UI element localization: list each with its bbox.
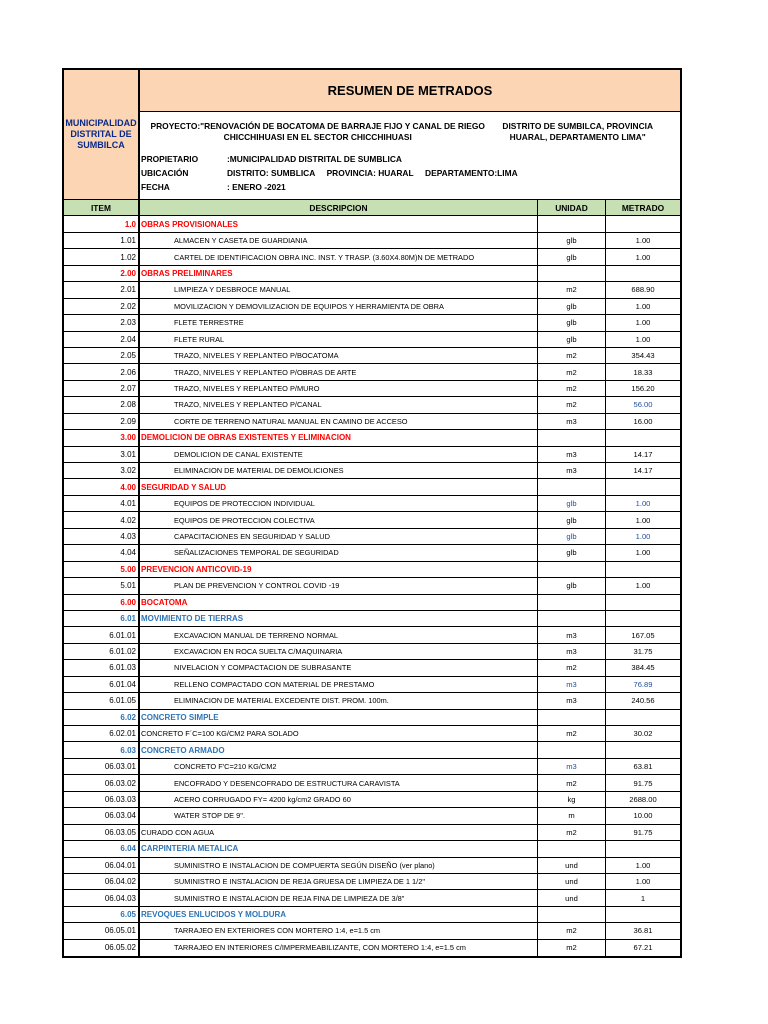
row-item-cell: 6.01.01 xyxy=(64,627,140,642)
project-line-2: DISTRITO DE SUMBILCA, PROVINCIA HUARAL, DEPARTAMENTO LIMA" xyxy=(502,121,654,142)
row-item-cell: 5.01 xyxy=(64,578,140,593)
row-description-cell: DEMOLICION DE CANAL EXISTENTE xyxy=(140,447,538,462)
row-item-cell: 06.05.01 xyxy=(64,923,140,938)
row-item-cell: 2.07 xyxy=(64,381,140,396)
table-row xyxy=(64,496,680,512)
row-unit-cell: glb xyxy=(538,315,606,330)
row-item-cell: 4.00 xyxy=(64,479,140,494)
row-item-cell: 2.09 xyxy=(64,414,140,429)
row-description-cell: PREVENCION ANTICOVID-19 xyxy=(140,562,538,577)
row-description-cell: EXCAVACION EN ROCA SUELTA C/MAQUINARIA xyxy=(140,644,538,659)
row-item-cell: 06.04.03 xyxy=(64,890,140,905)
row-description-cell: FLETE TERRESTRE xyxy=(140,315,538,330)
row-unit-cell xyxy=(538,430,606,445)
row-item-cell: 6.02.01 xyxy=(64,726,140,741)
row-metrado-cell: 384.45 xyxy=(631,663,655,673)
row-description-cell: ACERO CORRUGADO FY= 4200 kg/cm2 GRADO 60 xyxy=(140,792,538,807)
row-metrado-cell: 1.00 xyxy=(635,252,651,262)
row-description-cell: OBRAS PRELIMINARES xyxy=(140,266,538,281)
row-unit-cell xyxy=(538,595,606,610)
header-right xyxy=(140,70,680,199)
row-metrado-cell: 1.00 xyxy=(635,318,651,328)
row-description-cell: TRAZO, NIVELES Y REPLANTEO P/OBRAS DE ARTE xyxy=(140,364,538,379)
row-unit-cell xyxy=(538,710,606,725)
row-item-cell: 6.00 xyxy=(64,595,140,610)
row-unit-cell: glb xyxy=(538,496,606,511)
municipality-label: MUNICIPALIDAD DISTRITAL DE SUMBILCA xyxy=(64,70,140,199)
row-item-cell: 6.03 xyxy=(64,742,140,757)
table-row xyxy=(64,414,680,430)
row-item-cell: 3.02 xyxy=(64,463,140,478)
table-row xyxy=(64,677,680,693)
row-description-cell: PLAN DE PREVENCION Y CONTROL COVID -19 xyxy=(140,578,538,593)
row-metrado-cell: 91.75 xyxy=(633,827,653,837)
table-row xyxy=(64,545,680,561)
row-item-cell: 2.01 xyxy=(64,282,140,297)
row-metrado-cell xyxy=(606,742,680,757)
row-metrado-cell: 1.00 xyxy=(635,236,651,246)
row-unit-cell xyxy=(538,841,606,856)
row-item-cell: 06.03.03 xyxy=(64,792,140,807)
table-row xyxy=(64,759,680,775)
row-metrado-cell: 91.75 xyxy=(633,778,653,788)
date-label: FECHA xyxy=(141,182,170,192)
row-unit-cell: glb xyxy=(538,332,606,347)
row-unit-cell: m3 xyxy=(538,693,606,708)
row-metrado-cell: 16.00 xyxy=(633,416,653,426)
row-metrado-cell: 1.00 xyxy=(635,877,651,887)
row-metrado-cell xyxy=(606,479,680,494)
row-metrado-cell: 14.17 xyxy=(633,466,653,476)
row-unit-cell: m3 xyxy=(538,627,606,642)
date-row xyxy=(140,180,680,194)
section-row xyxy=(64,216,680,232)
table-row xyxy=(64,529,680,545)
row-metrado-cell xyxy=(606,216,680,231)
row-description-cell: TRAZO, NIVELES Y REPLANTEO P/CANAL xyxy=(140,397,538,412)
row-item-cell: 06.03.01 xyxy=(64,759,140,774)
table-row xyxy=(64,644,680,660)
row-unit-cell: m2 xyxy=(538,348,606,363)
row-unit-cell: m2 xyxy=(538,726,606,741)
page-title: RESUMEN DE METRADOS xyxy=(140,70,680,112)
table-row xyxy=(64,825,680,841)
row-item-cell: 4.03 xyxy=(64,529,140,544)
row-item-cell: 1.0 xyxy=(64,216,140,231)
row-metrado-cell xyxy=(606,611,680,626)
row-description-cell: CURADO CON AGUA xyxy=(140,825,538,840)
row-unit-cell: m xyxy=(538,808,606,823)
row-item-cell: 06.03.05 xyxy=(64,825,140,840)
section-row xyxy=(64,595,680,611)
row-metrado-cell: 67.21 xyxy=(633,943,653,953)
row-item-cell: 6.02 xyxy=(64,710,140,725)
date-value: : ENERO -2021 xyxy=(227,182,286,192)
location-value: DISTRITO: SUMBLICA PROVINCIA: HUARAL DEPARTAMENTO:LIMA xyxy=(227,168,518,178)
section-row xyxy=(64,710,680,726)
row-description-cell: CARTEL DE IDENTIFICACION OBRA INC. INST. Y TRASP. (3.60X4.80M)N DE METRADO xyxy=(140,249,538,264)
row-description-cell: SEGURIDAD Y SALUD xyxy=(140,479,538,494)
row-unit-cell: m2 xyxy=(538,397,606,412)
row-unit-cell xyxy=(538,266,606,281)
row-description-cell: MOVILIZACION Y DEMOVILIZACION DE EQUIPOS Y HERRAMIENTA DE OBRA xyxy=(140,299,538,314)
row-item-cell: 2.08 xyxy=(64,397,140,412)
row-metrado-cell: 1.00 xyxy=(635,301,651,311)
row-unit-cell xyxy=(538,479,606,494)
table-row xyxy=(64,660,680,676)
section-row xyxy=(64,611,680,627)
row-description-cell: CAPACITACIONES EN SEGURIDAD Y SALUD xyxy=(140,529,538,544)
table-row xyxy=(64,282,680,298)
row-description-cell: TARRAJEO EN EXTERIORES CON MORTERO 1:4, e=1.5 cm xyxy=(140,923,538,938)
row-description-cell: EQUIPOS DE PROTECCION INDIVIDUAL xyxy=(140,496,538,511)
row-unit-cell xyxy=(538,216,606,231)
row-description-cell: TARRAJEO EN INTERIORES C/IMPERMEABILIZANTE, CON MORTERO 1:4, e=1.5 cm xyxy=(140,940,538,956)
project-description xyxy=(140,112,680,152)
row-item-cell: 6.01.02 xyxy=(64,644,140,659)
row-metrado-cell: 2688.00 xyxy=(629,794,657,804)
row-metrado-cell: 10.00 xyxy=(633,811,653,821)
row-description-cell: SUMINISTRO E INSTALACION DE REJA FINA DE LIMPIEZA DE 3/8" xyxy=(140,890,538,905)
row-metrado-cell: 1 xyxy=(640,893,646,903)
table-row xyxy=(64,463,680,479)
row-unit-cell: m2 xyxy=(538,923,606,938)
row-metrado-cell: 240.56 xyxy=(631,696,655,706)
row-item-cell: 06.03.02 xyxy=(64,775,140,790)
row-unit-cell: m3 xyxy=(538,677,606,692)
row-item-cell: 1.01 xyxy=(64,233,140,248)
row-item-cell: 3.01 xyxy=(64,447,140,462)
row-item-cell: 6.01.03 xyxy=(64,660,140,675)
row-item-cell: 2.02 xyxy=(64,299,140,314)
metrados-sheet xyxy=(62,68,682,958)
row-metrado-cell: 1.00 xyxy=(635,548,651,558)
table-row xyxy=(64,348,680,364)
row-description-cell: FLETE RURAL xyxy=(140,332,538,347)
row-metrado-cell xyxy=(606,430,680,445)
table-row xyxy=(64,249,680,265)
row-metrado-cell xyxy=(606,907,680,922)
table-row xyxy=(64,874,680,890)
table-row xyxy=(64,890,680,906)
row-description-cell: CONCRETO ARMADO xyxy=(140,742,538,757)
row-unit-cell: m3 xyxy=(538,447,606,462)
project-line-1: PROYECTO:"RENOVACIÓN DE BOCATOMA DE BARRAJE FIJO Y CANAL DE RIEGO CHICCHIHUASI EN EL SECTOR CHICCHIHUASI xyxy=(150,121,485,142)
table-row xyxy=(64,364,680,380)
sheet-header xyxy=(64,70,680,200)
row-item-cell: 6.04 xyxy=(64,841,140,856)
table-row xyxy=(64,693,680,709)
row-description-cell: RELLENO COMPACTADO CON MATERIAL DE PRESTAMO xyxy=(140,677,538,692)
row-description-cell: TRAZO, NIVELES Y REPLANTEO P/MURO xyxy=(140,381,538,396)
owner-value: :MUNICIPALIDAD DISTRITAL DE SUMBLICA xyxy=(227,154,402,164)
section-row xyxy=(64,907,680,923)
row-unit-cell: glb xyxy=(538,545,606,560)
row-metrado-cell: 156.20 xyxy=(631,384,655,394)
row-unit-cell: m2 xyxy=(538,282,606,297)
row-metrado-cell: 63.81 xyxy=(633,762,653,772)
section-row xyxy=(64,841,680,857)
section-row xyxy=(64,430,680,446)
table-row xyxy=(64,233,680,249)
table-row xyxy=(64,381,680,397)
table-row xyxy=(64,923,680,939)
column-header-item: ITEM xyxy=(64,200,140,215)
table-row xyxy=(64,808,680,824)
row-metrado-cell: 1.00 xyxy=(635,531,651,541)
location-row xyxy=(140,166,680,180)
table-row xyxy=(64,332,680,348)
row-item-cell: 2.06 xyxy=(64,364,140,379)
owner-label: PROPIETARIO xyxy=(141,154,199,164)
row-metrado-cell: 14.17 xyxy=(633,449,653,459)
table-row xyxy=(64,858,680,874)
row-metrado-cell: 1.00 xyxy=(635,515,651,525)
row-unit-cell: glb xyxy=(538,529,606,544)
row-unit-cell: m2 xyxy=(538,660,606,675)
row-item-cell: 2.04 xyxy=(64,332,140,347)
row-metrado-cell xyxy=(606,595,680,610)
row-description-cell: MOVIMIENTO DE TIERRAS xyxy=(140,611,538,626)
row-unit-cell: m2 xyxy=(538,381,606,396)
row-description-cell: LIMPIEZA Y DESBROCE MANUAL xyxy=(140,282,538,297)
row-description-cell: DEMOLICION DE OBRAS EXISTENTES Y ELIMINACION xyxy=(140,430,538,445)
row-metrado-cell: 1.00 xyxy=(635,581,651,591)
row-item-cell: 5.00 xyxy=(64,562,140,577)
row-unit-cell: und xyxy=(538,874,606,889)
row-description-cell: SEÑALIZACIONES TEMPORAL DE SEGURIDAD xyxy=(140,545,538,560)
row-item-cell: 3.00 xyxy=(64,430,140,445)
row-item-cell: 6.01 xyxy=(64,611,140,626)
row-description-cell: SUMINISTRO E INSTALACION DE REJA GRUESA DE LIMPIEZA DE 1 1/2" xyxy=(140,874,538,889)
table-row xyxy=(64,627,680,643)
row-unit-cell: glb xyxy=(538,578,606,593)
row-description-cell: EQUIPOS DE PROTECCION COLECTIVA xyxy=(140,512,538,527)
row-unit-cell: m2 xyxy=(538,825,606,840)
row-description-cell: WATER STOP DE 9". xyxy=(140,808,538,823)
row-metrado-cell: 1.00 xyxy=(635,334,651,344)
table-row xyxy=(64,315,680,331)
row-item-cell: 06.04.01 xyxy=(64,858,140,873)
row-metrado-cell xyxy=(606,266,680,281)
column-header-metrado: METRADO xyxy=(621,202,665,213)
row-metrado-cell: 688.90 xyxy=(631,285,655,295)
row-unit-cell: glb xyxy=(538,249,606,264)
row-description-cell: NIVELACION Y COMPACTACION DE SUBRASANTE xyxy=(140,660,538,675)
row-description-cell: CARPINTERIA METALICA xyxy=(140,841,538,856)
row-unit-cell: kg xyxy=(538,792,606,807)
row-unit-cell: m2 xyxy=(538,940,606,956)
location-label: UBICACIÓN xyxy=(141,168,189,178)
row-item-cell: 4.02 xyxy=(64,512,140,527)
row-unit-cell: und xyxy=(538,858,606,873)
table-row xyxy=(64,397,680,413)
section-row xyxy=(64,266,680,282)
row-item-cell: 6.01.05 xyxy=(64,693,140,708)
row-unit-cell xyxy=(538,562,606,577)
row-description-cell: CONCRETO F´C=100 KG/CM2 PARA SOLADO xyxy=(140,726,538,741)
row-unit-cell: m3 xyxy=(538,759,606,774)
row-item-cell: 2.03 xyxy=(64,315,140,330)
row-unit-cell xyxy=(538,611,606,626)
row-metrado-cell: 31.75 xyxy=(633,647,653,657)
row-unit-cell: m3 xyxy=(538,414,606,429)
row-item-cell: 2.00 xyxy=(64,266,140,281)
table-row xyxy=(64,578,680,594)
table-row xyxy=(64,792,680,808)
row-metrado-cell: 56.00 xyxy=(633,400,653,410)
row-unit-cell: m2 xyxy=(538,775,606,790)
row-description-cell: ELIMINACION DE MATERIAL DE DEMOLICIONES xyxy=(140,463,538,478)
row-description-cell: OBRAS PROVISIONALES xyxy=(140,216,538,231)
row-item-cell: 1.02 xyxy=(64,249,140,264)
row-unit-cell: m3 xyxy=(538,463,606,478)
row-item-cell: 06.04.02 xyxy=(64,874,140,889)
table-row xyxy=(64,775,680,791)
row-description-cell: TRAZO, NIVELES Y REPLANTEO P/BOCATOMA xyxy=(140,348,538,363)
row-metrado-cell: 18.33 xyxy=(633,367,653,377)
table-row xyxy=(64,726,680,742)
row-description-cell: EXCAVACION MANUAL DE TERRENO NORMAL xyxy=(140,627,538,642)
owner-row xyxy=(140,152,680,166)
table-row xyxy=(64,299,680,315)
row-metrado-cell: 76.89 xyxy=(633,679,653,689)
column-header-row xyxy=(64,200,680,216)
row-unit-cell: m3 xyxy=(538,644,606,659)
row-metrado-cell: 1.00 xyxy=(635,499,651,509)
row-item-cell: 6.01.04 xyxy=(64,677,140,692)
row-item-cell: 4.01 xyxy=(64,496,140,511)
row-metrado-cell xyxy=(606,562,680,577)
row-item-cell: 4.04 xyxy=(64,545,140,560)
row-metrado-cell: 1.00 xyxy=(635,860,651,870)
row-item-cell: 6.05 xyxy=(64,907,140,922)
row-description-cell: SUMINISTRO E INSTALACION DE COMPUERTA SEGÚN DISEÑO (ver plano) xyxy=(140,858,538,873)
row-unit-cell xyxy=(538,742,606,757)
row-description-cell: ENCOFRADO Y DESENCOFRADO DE ESTRUCTURA CARAVISTA xyxy=(140,775,538,790)
metrados-table xyxy=(64,200,680,956)
row-unit-cell: m2 xyxy=(538,364,606,379)
row-description-cell: BOCATOMA xyxy=(140,595,538,610)
section-row xyxy=(64,562,680,578)
row-description-cell: CONCRETO F'C=210 KG/CM2 xyxy=(140,759,538,774)
row-unit-cell: glb xyxy=(538,233,606,248)
row-unit-cell: glb xyxy=(538,299,606,314)
row-unit-cell xyxy=(538,907,606,922)
row-description-cell: ALMACEN Y CASETA DE GUARDIANIA xyxy=(140,233,538,248)
section-row xyxy=(64,479,680,495)
column-header-description: DESCRIPCION xyxy=(140,200,538,215)
table-row xyxy=(64,512,680,528)
row-metrado-cell: 30.02 xyxy=(633,729,653,739)
table-row xyxy=(64,447,680,463)
row-metrado-cell xyxy=(606,841,680,856)
row-description-cell: CONCRETO SIMPLE xyxy=(140,710,538,725)
row-item-cell: 06.03.04 xyxy=(64,808,140,823)
row-metrado-cell: 167.05 xyxy=(631,630,655,640)
row-description-cell: CORTE DE TERRENO NATURAL MANUAL EN CAMINO DE ACCESO xyxy=(140,414,538,429)
row-metrado-cell: 36.81 xyxy=(633,926,653,936)
row-unit-cell: und xyxy=(538,890,606,905)
table-row xyxy=(64,940,680,956)
row-metrado-cell xyxy=(606,710,680,725)
row-description-cell: ELIMINACION DE MATERIAL EXCEDENTE DIST. PROM. 100m. xyxy=(140,693,538,708)
column-header-unit: UNIDAD xyxy=(538,200,606,215)
row-item-cell: 2.05 xyxy=(64,348,140,363)
row-description-cell: REVOQUES ENLUCIDOS Y MOLDURA xyxy=(140,907,538,922)
row-unit-cell: glb xyxy=(538,512,606,527)
row-metrado-cell: 354.43 xyxy=(631,351,655,361)
row-item-cell: 06.05.02 xyxy=(64,940,140,956)
section-row xyxy=(64,742,680,758)
